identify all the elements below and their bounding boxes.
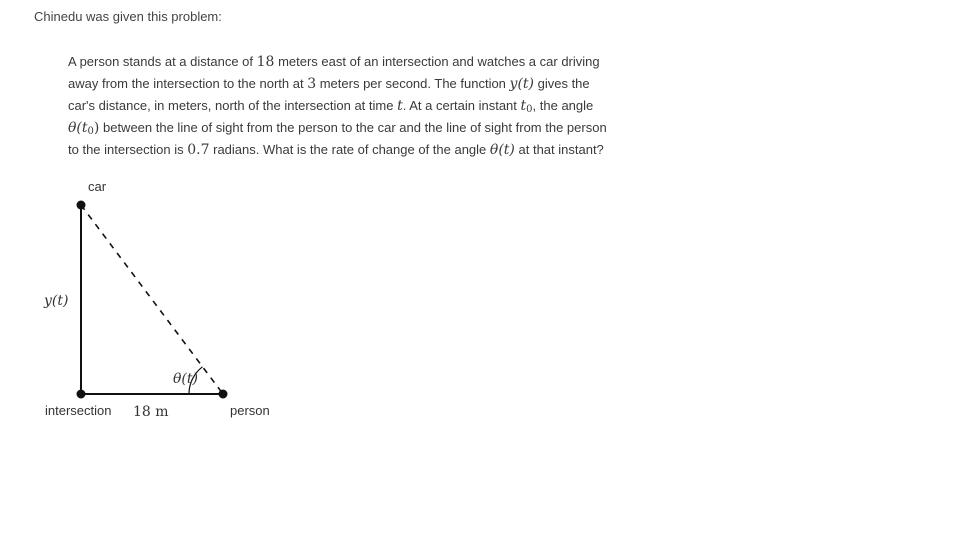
problem-line-2: away from the intersection to the north at 3 meters per second. The function y(t) gives the <box>68 76 590 92</box>
car-point <box>77 201 86 210</box>
person-point <box>219 390 228 399</box>
y-label: y(t) <box>44 293 69 309</box>
car-label: car <box>88 179 107 194</box>
theta-label: θ(t) <box>173 371 198 387</box>
triangle-diagram <box>0 170 320 430</box>
distance-label: 18 m <box>133 404 169 420</box>
problem-line-5: to the intersection is 0.7 radians. What is the rate of change of the angle θ(t) at that instant? <box>68 142 604 158</box>
problem-line-3: car's distance, in meters, north of the intersection at time t. At a certain instant $t_0$, the angle <box>68 98 594 115</box>
intersection-point <box>77 390 86 399</box>
line-of-sight <box>81 205 223 394</box>
problem-statement <box>68 51 668 161</box>
intro-text: Chinedu was given this problem: <box>34 9 222 24</box>
intersection-label: intersection <box>45 403 112 418</box>
problem-line-4: $\theta(t_0)$ between the line of sight from the person to the car and the line of sight from the person <box>68 120 607 137</box>
person-label: person <box>230 403 270 418</box>
problem-line-1: A person stands at a distance of 18 meters east of an intersection and watches a car driving <box>68 54 600 70</box>
